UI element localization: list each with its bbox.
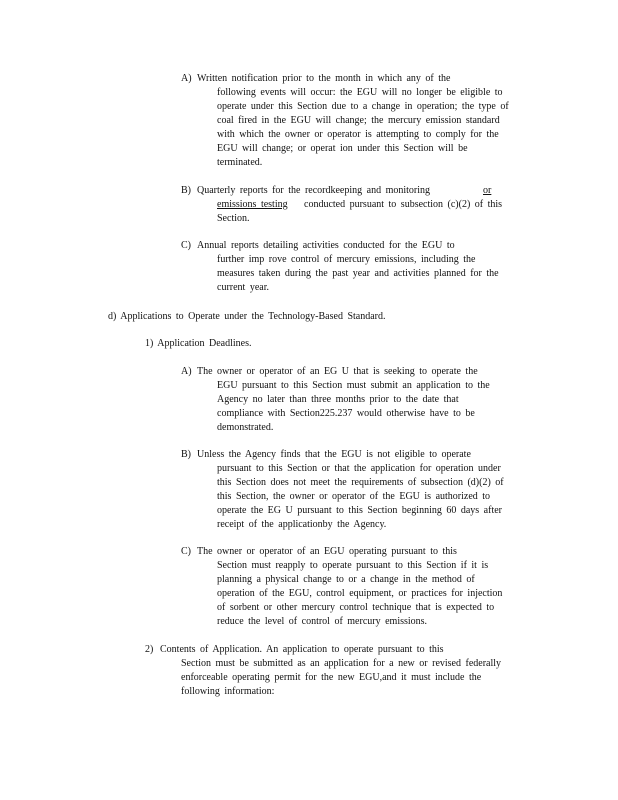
item-label: A) [181,73,192,84]
text-line: enforceable operating permit for the new EGU,and it must include the [181,672,482,683]
text-line: this Section does not meet the requirements of subsection (d)(2) of [217,477,504,488]
text-line: following events will occur: the EGU will no longer be eligible to [217,87,503,98]
text-line: conducted pursuant to subsection (c)(2) of this [304,199,503,210]
subsection-heading-1: 1) Application Deadlines. [145,338,252,349]
text-line: compliance with Section225.237 would otherwise have to be [217,408,475,419]
item-label: 2) [145,644,154,655]
inserted-text: or [483,185,492,196]
text-line: Section must reapply to operate pursuant to this Section if it is [217,560,489,571]
text-line: operate under this Section due to a change in operation; the type of [217,101,509,112]
text-line: further imp rove control of mercury emissions, including the [217,254,476,265]
text-line: planning a physical change to or a change in the method of [217,574,475,585]
text-line: The owner or operator of an EG U that is seeking to operate the [197,366,478,377]
text-line: coal fired in the EGU will change; the mercury emission standard [217,115,500,126]
text-line: Quarterly reports for the recordkeeping and monitoring [197,185,431,196]
text-line: with which the owner or operator is attempting to comply for the [217,129,499,140]
text-line: Agency no later than three months prior to the date that [217,394,459,405]
text-line: of sorbent or other mercury control technique that is expected to [217,602,495,613]
text-line: Unless the Agency finds that the EGU is not eligible to operate [197,449,471,460]
text-line: receipt of the applicationby the Agency. [217,519,387,530]
item-label: B) [181,185,191,196]
text-line: Annual reports detailing activities conducted for the EGU to [197,240,455,251]
item-label: C) [181,240,191,251]
text-line: operate the EG U pursuant to this Section beginning 60 days after [217,505,502,516]
text-line: Written notification prior to the month in which any of the [197,73,451,84]
text-line: EGU will change; or operat ion under this Section will be [217,143,468,154]
text-line: this Section, the owner or operator of the EGU is authorized to [217,491,491,502]
text-line: Section must be submitted as an application for a new or revised federally [181,658,502,669]
text-line: Contents of Application. An application to operate pursuant to this [160,644,444,655]
inserted-text: emissions testing [217,199,288,210]
text-line: The owner or operator of an EGU operating pursuant to this [197,546,457,557]
section-heading-d: d) Applications to Operate under the Technology-Based Standard. [108,311,386,322]
text-line: pursuant to this Section or that the application for operation under [217,463,501,474]
text-line: Section. [217,213,250,224]
text-line: operation of the EGU, control equipment, or practices for injection [217,588,503,599]
text-line: following information: [181,686,275,697]
text-line: terminated. [217,157,263,168]
text-line: EGU pursuant to this Section must submit an application to the [217,380,490,391]
text-line: reduce the level of control of mercury emissions. [217,616,428,627]
item-label: B) [181,449,191,460]
text-line: current year. [217,282,269,293]
item-label: C) [181,546,191,557]
item-label: A) [181,366,192,377]
text-line: measures taken during the past year and activities planned for the [217,268,499,279]
text-line: demonstrated. [217,422,274,433]
